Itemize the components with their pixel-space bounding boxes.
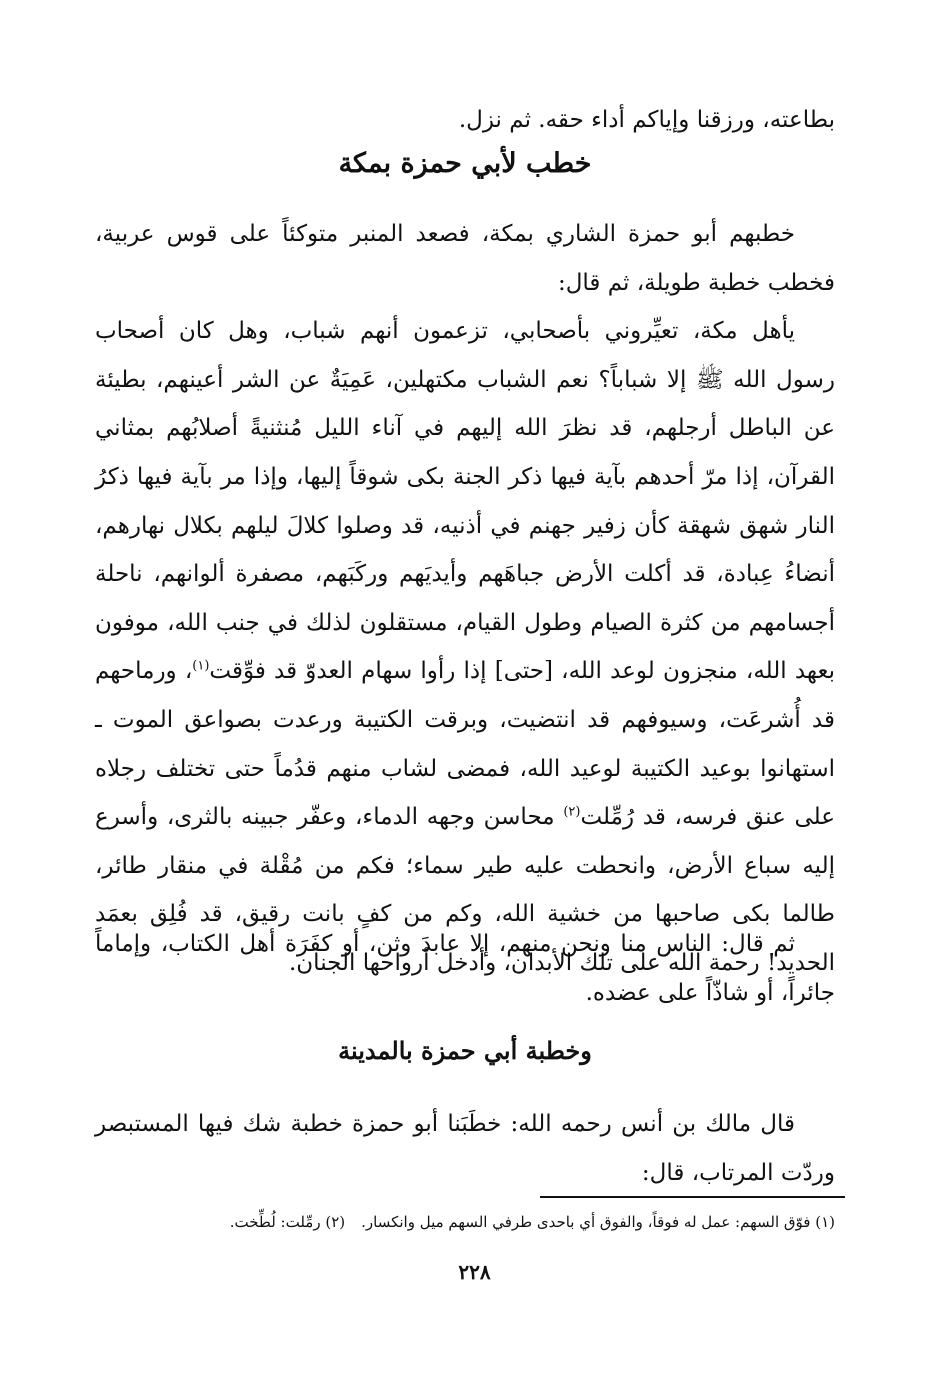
sermon-paragraph (95, 307, 835, 987)
footnote-1: (١) فوّق السهم: عمل له فوقاً، والفوق أي باحدى طرفي السهم ميل وانكسار. (361, 1213, 835, 1231)
sermon-text-part-2: ، ورماحهم قد أُشرعَت، وسيوفهم قد انتضيت، وبرقت الكتيبة ورعدت بصواعق الموت ـ استهانوا بوعيد الكتيبة لوعيد الله، فمضى لشاب منهم قدُماً حتى تختلف رجلاه على عنق فرسه، قد رُمِّلت (95, 658, 835, 831)
sermon-text-part-1: يأهل مكة، تعيِّروني بأصحابي، تزعمون أنهم شباب، وهل كان أصحاب رسول الله ﷺ إلا شباباً؟ نعم الشباب مكتهلين، عَمِيَةٌ عن الشر أعينهم، بطيئة عن الباطل أرجلهم، قد نظرَ الله إليهم في آناء الليل مُنثنيةً أصلابُهم بمثاني القرآن، إذا مرّ أحدهم بآية فيها ذكر الجنة بكى شوقاً إليها، وإذا مر بآية فيها ذكرُ النار شهق شهقة كأن زفير جهنم في أذنيه، قد وصلوا كلالَ ليلهم بكلال نهارهم، أنضاءُ عِبادة، قد أكلت الأرض جباهَهم وأيديَهم وركَبَهم، مصفرة ألوانهم، ناحلة أجسامهم من كثرة الصيام وطول القيام، مستقلون لذلك في جنب الله، موفون بعهد الله، منجزون لوعد الله، [حتى] إذا رأوا سهام العدوّ قد فوِّقت (95, 318, 836, 685)
top-paragraph: بطاعته، ورزقنا وإياكم أداء حقه. ثم نزل. (458, 107, 835, 133)
footnotes (120, 1204, 835, 1240)
heading-sermon-mecca: خطب لأبي حمزة بمكة (338, 148, 592, 179)
final-paragraph: قال مالك بن أنس رحمه الله: خطَبَنا أبو حمزة خطبة شك فيها المستبصر وردّت المرتاب، قال: (95, 1111, 835, 1186)
sermon-text-part-3: محاسن وجهه الدماء، وعفّر جبينه بالثرى، وأسرع إليه سباع الأرض، وانحطت عليه طير سماء؛ فكم من مُقْلة في منقار طائر، طالما بكى صاحبها من خشية الله، وكم من كفٍ بانت رقيق، قد فُلِق بعمَد الحديد! رحمة الله على تلك الأبدان، وأدخل أرواحها الجنان. (95, 804, 835, 976)
intro-paragraph: خطبهم أبو حمزة الشاري بمكة، فصعد المنبر متوكئاً على قوس عربية، فخطب خطبة طويلة، ثم قال: (95, 221, 835, 296)
footnote-ref-1: (١) (192, 658, 210, 674)
footnote-separator (540, 1196, 845, 1198)
closing-block (95, 920, 835, 1017)
top-paragraph-block (95, 96, 835, 145)
closing-paragraph: ثم قال: الناس منا ونحن منهم، إلا عابدَ وثن، أو كفَرَة أهل الكتاب، وإماماً جائراً، أو شاذّاً على عضده. (95, 931, 835, 1006)
page-number: ٢٢٨ (458, 1260, 491, 1284)
footnote-ref-2: (٢) (563, 804, 581, 820)
footnote-2: (٢) رمِّلت: لُطِّخت. (229, 1213, 346, 1231)
final-block (95, 1100, 835, 1197)
heading-sermon-medina: وخطبة أبي حمزة بالمدينة (338, 1036, 592, 1065)
sermon-mecca-block (95, 210, 835, 988)
